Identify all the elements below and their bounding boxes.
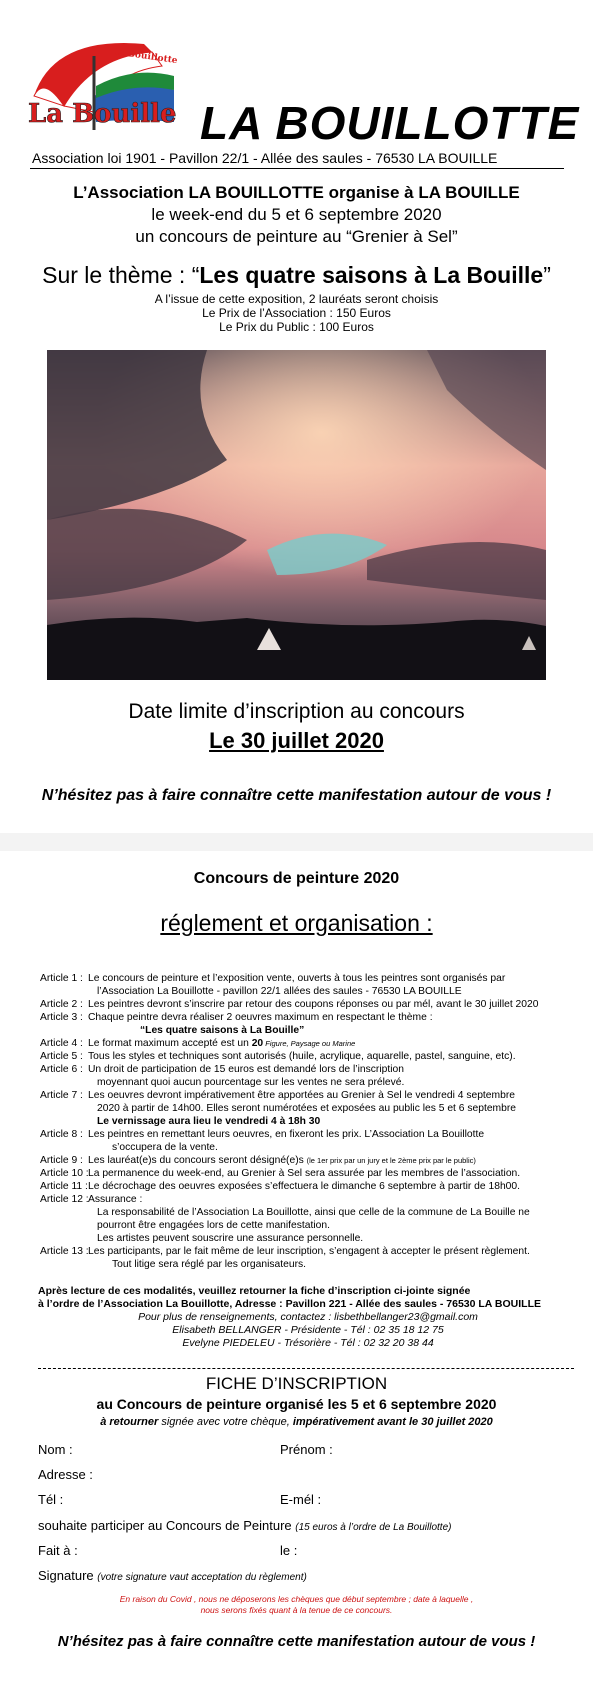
- participation-line: souhaite participer au Concours de Peinture (15 euros à l’ordre de La Bouillotte): [38, 1518, 452, 1533]
- date-field[interactable]: le :: [280, 1543, 298, 1558]
- header-divider: [30, 168, 564, 169]
- rules-title: Concours de peinture 2020: [193, 870, 400, 887]
- theme-title: Les quatre saisons à La Bouille: [199, 262, 544, 288]
- intro-line-3: un concours de peinture au “Grenier à Sel”: [135, 227, 458, 246]
- form-subtitle: au Concours de peinture organisé les 5 et 6 septembre 2020: [96, 1396, 497, 1412]
- article-1: Article 1 : Le concours de peinture et l’exposition vente, ouverts à tous les peintres sont organisés par: [40, 973, 506, 984]
- intro-line-2: le week-end du 5 et 6 septembre 2020: [151, 205, 442, 224]
- article-12: Article 12 : Assurance :: [40, 1194, 143, 1205]
- cut-line: [38, 1368, 574, 1369]
- signature-field[interactable]: Signature (votre signature vaut acceptation du règlement): [38, 1568, 307, 1583]
- logo-text: La Bouille: [28, 99, 177, 129]
- email-field[interactable]: E-mél :: [280, 1492, 322, 1507]
- prenom-field[interactable]: Prénom :: [280, 1442, 333, 1457]
- article-10: Article 10 : La permanence du week-end, au Grenier à Sel sera assurée par les membres de l’association.: [40, 1168, 521, 1179]
- deadline-label: Date limite d’inscription au concours: [128, 700, 465, 723]
- return-instruction: Après lecture de ces modalités, veuillez retourner la fiche d’inscription ci-jointe signée: [38, 1285, 471, 1297]
- article-5: Article 5 : Tous les styles et techniques sont autorisés (huile, acrylique, aquarelle, pastel, sanguine, etc).: [40, 1051, 516, 1062]
- sunset-sky-painting-photo: [47, 350, 546, 680]
- logo-umbrella-label: La Bouillotte: [111, 47, 179, 67]
- article-7: Article 7 : Les oeuvres devront impérativement être apportées au Grenier à Sel le vendredi 4 septembre: [40, 1090, 515, 1101]
- theme-heading: Sur le thème : “Les quatre saisons à La Bouille”: [42, 262, 551, 288]
- covid-notice: En raison du Covid , nous ne déposerons les chèques que début septembre ; date à laquelle , nous serons fixés quant à la tenue de ce concours.: [119, 1594, 474, 1615]
- president-contact: Elisabeth BELLANGER - Présidente - Tél : 02 35 18 12 75: [172, 1324, 444, 1336]
- page-separator: [0, 833, 593, 851]
- article-6: Article 6 : Un droit de participation de 15 euros est demandé lors de l’inscription: [40, 1064, 404, 1075]
- intro-line-1: L’Association LA BOUILLOTTE organise à LA BOUILLE: [73, 183, 520, 202]
- articles-list: Article 1 : Le concours de peinture et l’exposition vente, ouverts à tous les peintres sont organisés par l’Association La Bouillotte - pavillon 22/1 allées des saules - 76530 LA BOUILLE Article 2 : Les peintres devront s’inscrire par retour des coupons réponses ou par mél, avant le 30 juillet 2020 Article 3 : Chaque peintre devra réaliser 2 oeuvres maximum en respectant le thème : “Les quatre saisons à La Bouille” Article 4 : Le format maximum accepté est un 20 Figure, Paysage ou Marine Article 5 : Tous les styles et techniques sont autorisés (huile, acrylique, aquarelle, pastel, sanguine, etc). Article 6 : Un droit de participation de 15 euros est demandé lors de l’inscription moyennant quoi aucun pourcentage sur les ventes ne sera prélevé. Article 7 : Les oeuvres devront impérativement être apportées au Grenier à Sel le vendredi 4 septembre 2020 à partir de 14h00. Elles seront numérotées et exposées au public les 5 et 6 septembre Le vernissage aura lieu le vendredi 4 à 18h 30 Article 8 : Les peintres en remettant leurs oeuvres, en fixeront les prix. L’Association La Bouillotte s’occupera de la vente. Article 9 : Les lauréat(e)s du concours seront désigné(e)s (le 1er prix par un jury et le 2ème prix par le public) Article 10 : La permanence du week-end, au Grenier à Sel sera assurée par les membres de l’association. Article 11 : Le décrochage des oeuvres exposées s’effectuera le dimanche 6 septembre à partir de 18h00. Article 12 : Assurance : La responsabilité de l’Association La Bouillotte, ainsi que celle de la commune de La Bouille ne pourront être engagées lors de cette manifestation. Les artistes peuvent souscrire une assurance personnelle. Article 13 : Les participants, par le fait même de leur inscription, s’engagent à accepter le présent règlement. Tout litige sera réglé par les organisateurs.: [40, 972, 585, 1271]
- article-13: Article 13 : Les participants, par le fait même de leur inscription, s’engagent à accepter le présent règlement.: [40, 1246, 530, 1257]
- article-11: Article 11 : Le décrochage des oeuvres exposées s’effectuera le dimanche 6 septembre à partir de 18h00.: [40, 1181, 520, 1192]
- fait-a-field[interactable]: Fait à :: [38, 1543, 78, 1558]
- deadline-date: Le 30 juillet 2020: [209, 728, 384, 753]
- share-message-bottom: N’hésitez pas à faire connaître cette manifestation autour de vous !: [57, 1633, 536, 1650]
- brand-title: LA BOUILLOTTE: [200, 97, 580, 149]
- laureates-note: A l’issue de cette exposition, 2 lauréats seront choisis: [154, 292, 439, 306]
- form-return-note: à retourner signée avec votre chèque, impérativement avant le 30 juillet 2020: [100, 1416, 493, 1428]
- association-address: Association loi 1901 - Pavillon 22/1 - Allée des saules - 76530 LA BOUILLE: [32, 150, 498, 166]
- article-2: Article 2 : Les peintres devront s’inscrire par retour des coupons réponses ou par mél, avant le 30 juillet 2020: [40, 999, 539, 1010]
- share-message-top: N’hésitez pas à faire connaître cette manifestation autour de vous !: [41, 787, 552, 804]
- rules-subtitle: réglement et organisation :: [160, 910, 433, 936]
- association-prize: Le Prix de l’Association : 150 Euros: [202, 306, 391, 320]
- article-9: Article 9 : Les lauréat(e)s du concours seront désigné(e)s (le 1er prix par un jury et le 2ème prix par le public): [40, 1155, 476, 1166]
- return-address: à l’ordre de l’Association La Bouillotte, Adresse : Pavillon 221 - Allée des saules - 76530 LA BOUILLE: [38, 1298, 541, 1310]
- contact-block: [38, 1285, 578, 1350]
- form-title: FICHE D’INSCRIPTION: [205, 1374, 388, 1393]
- contact-email: Pour plus de renseignements, contactez : lisbethbellanger23@gmail.com: [138, 1311, 478, 1323]
- adresse-field[interactable]: Adresse :: [38, 1467, 93, 1482]
- tel-field[interactable]: Tél :: [38, 1492, 64, 1507]
- nom-field[interactable]: Nom :: [38, 1442, 73, 1457]
- treasurer-contact: Evelyne PIEDELEU - Trésorière - Tél : 02 32 20 38 44: [182, 1337, 434, 1349]
- la-bouille-logo: [24, 26, 184, 144]
- article-4: Article 4 : Le format maximum accepté est un 20 Figure, Paysage ou Marine: [40, 1038, 356, 1049]
- public-prize: Le Prix du Public : 100 Euros: [219, 320, 374, 334]
- article-8: Article 8 : Les peintres en remettant leurs oeuvres, en fixeront les prix. L’Association La Bouillotte: [40, 1129, 485, 1140]
- article-3: Article 3 : Chaque peintre devra réaliser 2 oeuvres maximum en respectant le thème :: [40, 1012, 433, 1023]
